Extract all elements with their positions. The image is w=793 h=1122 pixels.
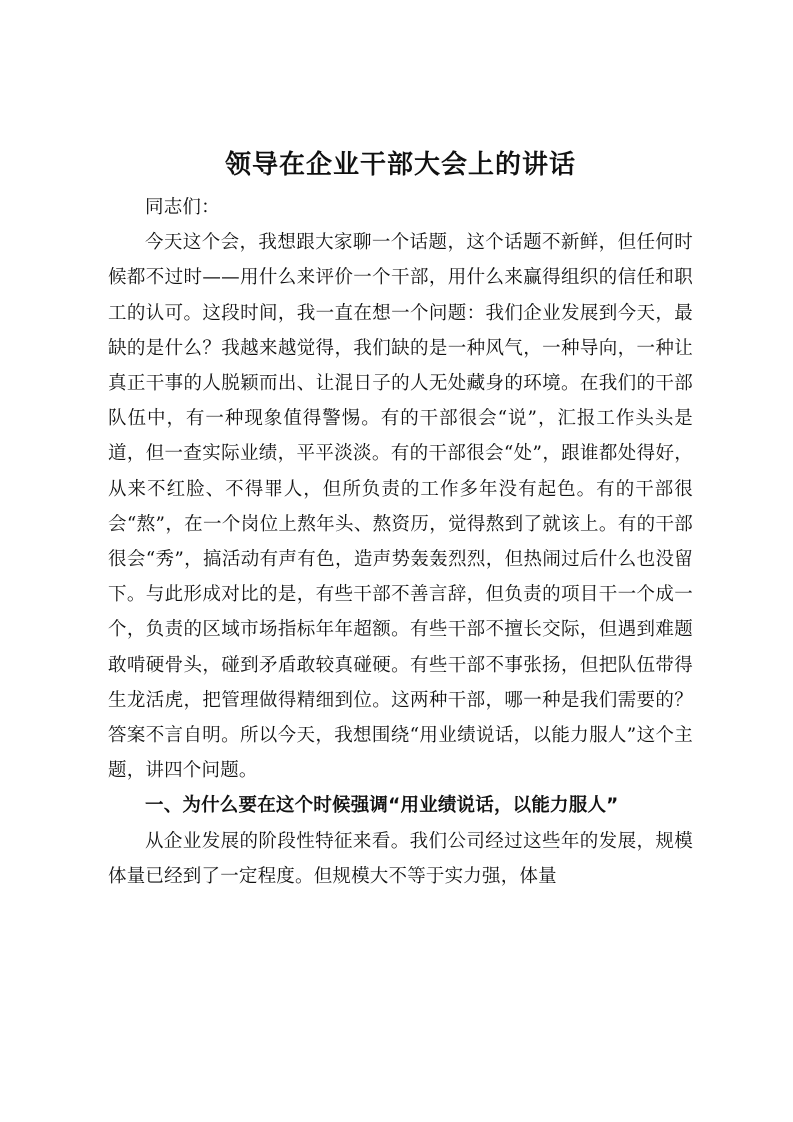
- greeting: 同志们：: [145, 197, 220, 218]
- paragraph-section1: 从企业发展的阶段性特征来看。我们公司经过这些年的发展，规模体量已经到了一定程度。但规模大不等于实力强，体量: [108, 830, 693, 887]
- paragraph-intro: 今天这个会，我想跟大家聊一个话题，这个话题不新鲜，但任何时候都不过时——用什么来评价一个干部，用什么来赢得组织的信任和职工的认可。这段时间，我一直在想一个问题：我们企业发展到今天，最缺的是什么？我越来越觉得，我们缺的是一种风气，一种导向，一种让真正干事的人脱颖而出、让混日子的人无处藏身的环境。在我们的干部队伍中，有一种现象值得警惕。有的干部很会“说”，汇报工作头头是道，但一查实际业绩，平平淡淡。有的干部很会“处”，跟谁都处得好，从来不红脸、不得罪人，但所负责的工作多年没有起色。有的干部很会“熬”，在一个岗位上熬年头、熬资历，觉得熬到了就该上。有的干部很会“秀”，搞活动有声有色，造声势轰轰烈烈，但热闹过后什么也没留下。与此形成对比的是，有些干部不善言辞，但负责的项目干一个成一个，负责的区域市场指标年年超额。有些干部不擅长交际，但遇到难题敢啃硬骨头，碰到矛盾敢较真碰硬。有些干部不事张扬，但把队伍带得生龙活虎，把管理做得精细到位。这两种干部，哪一种是我们需要的？答案不言自明。所以今天，我想围绕“用业绩说话，以能力服人”这个主题，讲四个问题。: [108, 232, 693, 782]
- document-body: [108, 140, 693, 894]
- document-title: 领导在企业干部大会上的讲话: [224, 150, 576, 180]
- section-heading-1: 一、为什么要在这个时候强调“用业绩说话，以能力服人”: [145, 795, 619, 817]
